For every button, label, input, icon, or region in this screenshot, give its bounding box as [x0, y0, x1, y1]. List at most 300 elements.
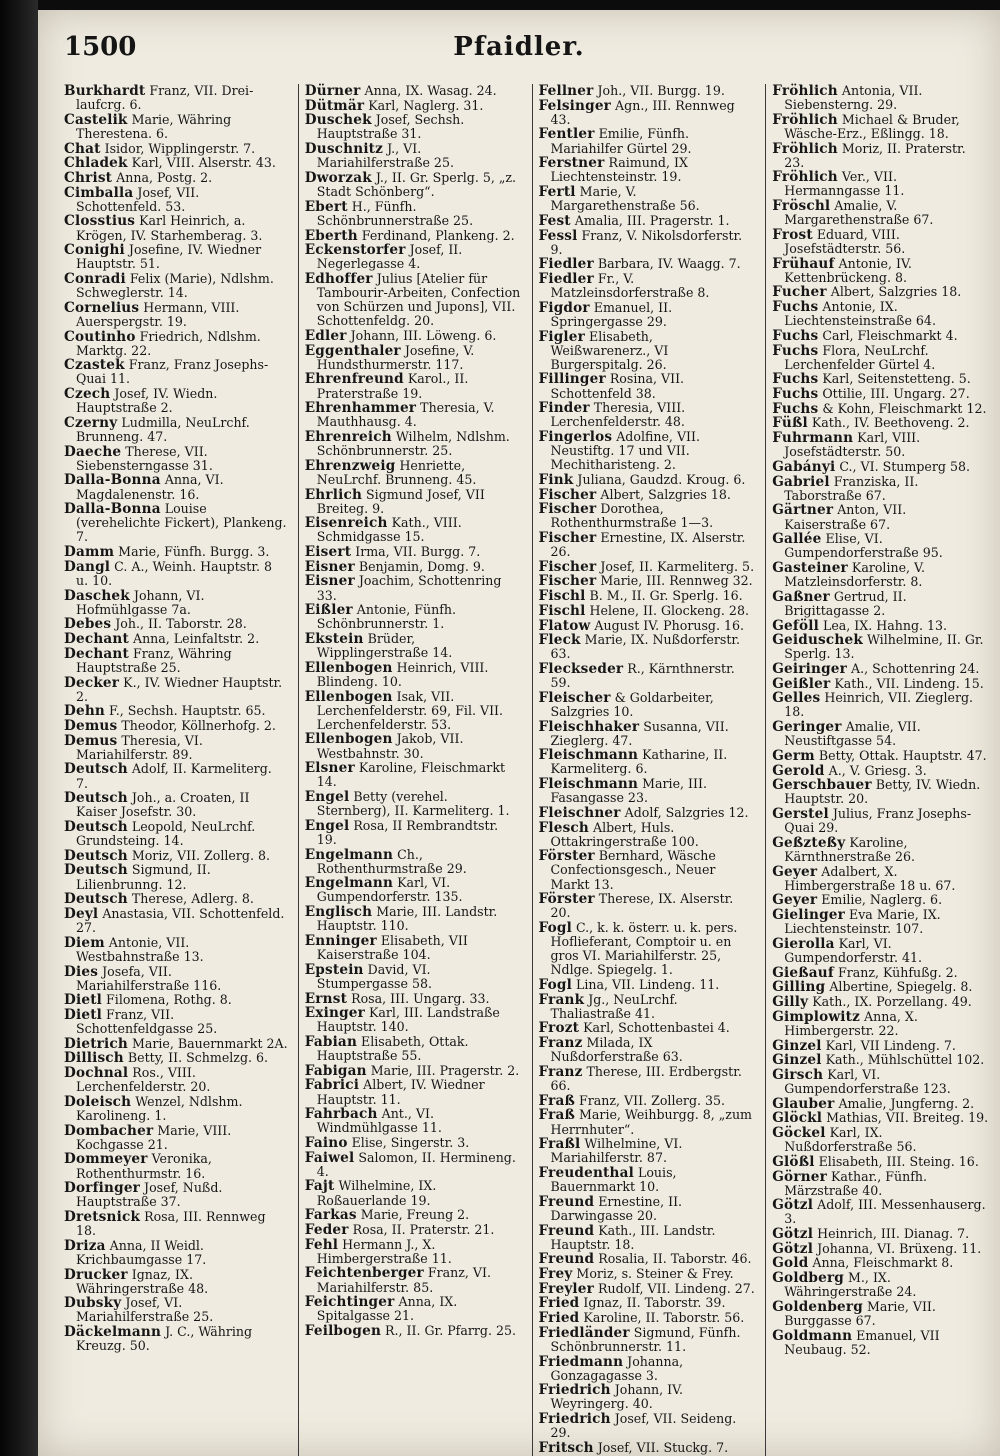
- entry-details: Josef, Sechsh. Hauptstraße 31.: [316, 112, 465, 142]
- entry-surname: Gabriel: [772, 473, 830, 490]
- directory-entry: [64, 1124, 288, 1152]
- directory-entry: [64, 1210, 288, 1238]
- entry-details: A., Schottenring 24.: [847, 661, 980, 676]
- directory-entry: [64, 445, 288, 473]
- entry-surname: Goldmann: [772, 1327, 853, 1344]
- entry-details: Amalie, V. Margarethenstraße 67.: [784, 198, 934, 228]
- entry-details: Agn., III. Rennweg 43.: [550, 97, 735, 127]
- entry-surname: Geißler: [772, 675, 831, 692]
- entry-details: Karl, VIII. Josefstädterstr. 50.: [784, 430, 921, 460]
- directory-entry: [305, 992, 522, 1006]
- entry-details: Moriz, II. Praterstr. 23.: [784, 140, 966, 170]
- entry-surname: Dombacher: [64, 1122, 154, 1139]
- entry-surname: Gerstel: [772, 806, 829, 823]
- entry-details: J. C., Währing Kreuzg. 50.: [76, 1324, 253, 1354]
- entry-surname: Girsch: [772, 1066, 824, 1083]
- entry-surname: Glößl: [772, 1153, 815, 1170]
- entry-surname: Frey: [538, 1266, 573, 1282]
- entry-surname: Eggenthaler: [304, 342, 401, 359]
- directory-entry: [305, 560, 522, 574]
- directory-entry: [772, 1300, 989, 1328]
- entry-surname: Enninger: [304, 932, 377, 949]
- directory-entry: [305, 632, 522, 660]
- entry-surname: Ekstein: [304, 631, 364, 648]
- entry-details: Sigmund, Fünfh. Schönbrunnerstr. 11.: [550, 1324, 741, 1354]
- entry-surname: Glauber: [772, 1095, 835, 1112]
- directory-entry: [64, 849, 288, 863]
- entry-details: Joh., a. Croaten, II Kaiser Josefstr. 30.: [76, 790, 250, 820]
- directory-entry: [539, 560, 756, 574]
- entry-surname: Fertl: [538, 184, 576, 201]
- entry-surname: Castelik: [64, 111, 128, 128]
- entry-surname: Fillinger: [538, 371, 606, 388]
- entry-surname: Fröhlich: [772, 169, 838, 186]
- entry-details: Elisabeth, VII Kaiserstraße 104.: [316, 932, 468, 963]
- directory-entry: [772, 807, 989, 835]
- entry-surname: Fuchs: [772, 327, 819, 344]
- directory-entry: [772, 865, 989, 893]
- entry-details: Rosalia, II. Taborstr. 46.: [594, 1251, 752, 1267]
- entry-surname: Fröhlich: [772, 140, 838, 157]
- entry-details: Josef, VII. Seideng. 29.: [550, 1411, 737, 1441]
- entry-surname: Ginzel: [772, 1052, 822, 1069]
- directory-entry: [305, 99, 522, 113]
- entry-surname: Gelles: [772, 690, 821, 707]
- entry-details: & Kohn, Fleischmarkt 12.: [818, 400, 987, 416]
- entry-surname: Czech: [64, 386, 111, 403]
- directory-entry: [772, 142, 989, 170]
- entry-details: Josef, II. Negerlegasse 4.: [316, 242, 463, 272]
- directory-entry: [772, 1053, 989, 1067]
- entry-details: Karl, III. Landstraße Hauptstr. 140.: [316, 1005, 500, 1035]
- entry-surname: Czastek: [64, 357, 125, 374]
- entry-details: Amalie, VII. Neustiftgasse 54.: [784, 719, 921, 749]
- entry-details: Johanna, Gonzagagasse 3.: [550, 1353, 684, 1383]
- entry-surname: Fröschl: [772, 198, 831, 215]
- entry-surname: Ehrenzweig: [304, 457, 396, 474]
- entry-surname: Dietrich: [64, 1035, 128, 1052]
- directory-entry: [772, 1242, 989, 1256]
- entry-details: Henriette, NeuLrchf. Brunneng. 45.: [316, 457, 477, 487]
- entry-details: Josef, VII. Stuckg. 7.: [593, 1439, 729, 1455]
- directory-entry: [539, 430, 756, 472]
- entry-details: Marie, Währing Therestena. 6.: [76, 111, 232, 141]
- entry-surname: Geyer: [772, 863, 818, 880]
- entry-details: Karoline, Fleischmarkt 14.: [316, 760, 506, 790]
- entry-details: Franz, Währing Hauptstraße 25.: [76, 645, 232, 675]
- entry-surname: Dürner: [304, 83, 361, 99]
- directory-entry: [539, 272, 756, 300]
- entry-details: Lea, IX. Hahng. 13.: [818, 617, 948, 633]
- entry-surname: Ehrlich: [304, 486, 363, 503]
- directory-entry: [305, 329, 522, 343]
- entry-surname: Franz: [538, 1063, 583, 1080]
- entry-details: Albert, IV. Wiedner Hauptstr. 11.: [316, 1077, 485, 1107]
- entry-surname: Freund: [538, 1251, 595, 1268]
- directory-entry: [64, 301, 288, 329]
- entry-surname: Ferstner: [538, 155, 605, 172]
- entry-surname: Germ: [772, 747, 815, 764]
- directory-entry: [64, 863, 288, 891]
- directory-entry: [772, 1198, 989, 1226]
- directory-entry: [64, 560, 288, 588]
- entry-details: Moriz, s. Steiner & Frey.: [572, 1266, 734, 1281]
- entry-surname: Fleckseder: [538, 661, 624, 677]
- entry-surname: Felsinger: [538, 97, 612, 114]
- entry-surname: Deyl: [64, 905, 99, 922]
- entry-details: David, VI. Stumpergasse 58.: [316, 961, 433, 991]
- entry-surname: Frost: [772, 226, 813, 243]
- directory-entry: [64, 589, 288, 617]
- entry-surname: Geßzteßy: [772, 834, 846, 851]
- entry-details: Amalia, III. Pragerstr. 1.: [570, 212, 730, 228]
- directory-entry: [64, 907, 288, 935]
- entry-surname: Fleischner: [538, 804, 621, 821]
- entry-surname: Fischer: [538, 486, 597, 503]
- entry-surname: Götzl: [772, 1197, 814, 1214]
- entry-surname: Dechant: [64, 645, 129, 662]
- entry-details: Michael & Bruder, Wäsche-Erz., Eßlingg. 18.: [784, 111, 960, 141]
- entry-details: Wenzel, Ndlshm. Karolineng. 1.: [76, 1093, 243, 1123]
- directory-entry: [64, 272, 288, 300]
- directory-entry: [305, 1324, 522, 1338]
- entry-surname: Fraß: [538, 1107, 576, 1124]
- directory-entry: [539, 1195, 756, 1223]
- entry-surname: Feder: [304, 1221, 349, 1238]
- entry-details: Antonie, VII. Westbahnstraße 13.: [76, 934, 204, 964]
- entry-details: Eva Marie, IX. Liechtensteinstr. 107.: [784, 907, 941, 937]
- entry-surname: Frank: [538, 991, 585, 1008]
- directory-entry: [305, 113, 522, 141]
- entry-details: Therese, VII. Siebensterngasse 31.: [76, 443, 213, 473]
- entry-details: Karl, IX. Nußdorferstraße 56.: [784, 1125, 917, 1155]
- entry-surname: Engel: [304, 817, 350, 834]
- entry-surname: Duschnitz: [304, 141, 384, 158]
- entry-details: B. M., II. Gr. Sperlg. 16.: [585, 588, 743, 604]
- entry-details: Elise, Singerstr. 3.: [347, 1135, 470, 1150]
- entry-details: Marie, Freung 2.: [356, 1207, 470, 1223]
- directory-entry: [64, 171, 288, 185]
- entry-details: Ferdinand, Plankeng. 2.: [357, 227, 515, 243]
- entry-details: Mathias, VII. Breiteg. 19.: [822, 1110, 989, 1126]
- entry-details: Ros., VIII. Lerchenfelderstr. 20.: [76, 1065, 211, 1095]
- entry-surname: Farkas: [304, 1207, 357, 1224]
- entry-details: Rosa, III. Rennweg 18.: [76, 1209, 266, 1239]
- page-header: [38, 32, 1000, 76]
- entry-surname: Ebert: [304, 198, 348, 215]
- directory-entry: [305, 488, 522, 516]
- entry-details: Elise, VI. Gumpendorferstraße 95.: [784, 531, 943, 561]
- directory-entry: [305, 690, 522, 732]
- directory-entry: [64, 1296, 288, 1324]
- entry-surname: Feichtinger: [304, 1294, 395, 1311]
- directory-entry: [305, 848, 522, 876]
- directory-entry: [305, 819, 522, 847]
- entry-surname: Gallée: [772, 531, 822, 548]
- entry-surname: Gold: [772, 1255, 809, 1272]
- directory-entry: [64, 84, 288, 112]
- entry-surname: Fuchs: [772, 371, 819, 388]
- entry-details: C., k. k. österr. u. k. pers. Hoflieferant, Comptoir u. en gros VI. Mariahilferstr. 25, Ndlge. Spiegelg. 1.: [550, 920, 738, 978]
- directory-entry: [772, 113, 989, 141]
- directory-columns: [64, 83, 989, 1456]
- directory-entry: [64, 243, 288, 271]
- entry-details: Karl, Naglerg. 31.: [364, 97, 484, 113]
- entry-details: Jg., NeuLrchf. Thaliastraße 41.: [550, 991, 678, 1021]
- directory-entry: [539, 502, 756, 530]
- entry-details: Emilie, Naglerg. 6.: [817, 892, 943, 908]
- entry-surname: Fink: [538, 471, 574, 488]
- page-number: 1500: [64, 32, 137, 62]
- directory-entry: [539, 372, 756, 400]
- entry-surname: Fest: [538, 212, 571, 229]
- directory-entry: [539, 777, 756, 805]
- entry-details: F., Sechsh. Hauptstr. 65.: [105, 703, 266, 719]
- directory-entry: [772, 285, 989, 299]
- entry-surname: Füßl: [772, 415, 808, 432]
- directory-entry: [539, 473, 756, 487]
- directory-entry: [772, 749, 989, 763]
- entry-details: Brüder, Wipplingerstraße 14.: [316, 631, 453, 661]
- entry-surname: Gerold: [772, 762, 825, 779]
- directory-entry: [539, 401, 756, 429]
- entry-surname: Eberth: [304, 227, 358, 244]
- entry-details: Anna, Leinfaltstr. 2.: [128, 631, 260, 647]
- entry-details: Albert, Salzgries 18.: [596, 486, 731, 502]
- directory-entry: [772, 416, 989, 430]
- directory-entry: [772, 662, 989, 676]
- entry-surname: Fleischmann: [538, 776, 639, 793]
- entry-surname: Ellenbogen: [304, 659, 393, 676]
- entry-surname: Engelmann: [304, 875, 394, 892]
- entry-details: Isak, VII. Lerchenfelderstr. 69, Fil. VII. Lerchenfelderstr. 53.: [316, 688, 504, 732]
- entry-surname: Dehn: [64, 703, 106, 720]
- entry-surname: Dütmär: [304, 97, 365, 114]
- entry-details: Josefine, V. Hundsthurmerstr. 117.: [316, 342, 475, 372]
- directory-entry: [539, 619, 756, 633]
- entry-surname: Eißler: [304, 602, 353, 619]
- entry-surname: Coutinho: [64, 328, 136, 345]
- entry-details: Karoline, V. Matzleinsdorferstr. 8.: [784, 559, 925, 590]
- entry-surname: Fabrici: [304, 1077, 360, 1094]
- entry-surname: Gimplowitz: [772, 1008, 861, 1025]
- entry-surname: Fleischmann: [538, 747, 639, 764]
- entry-details: Marie, Fünfh. Burgg. 3.: [114, 544, 270, 560]
- entry-details: Ant., VI. Windmühlgasse 11.: [316, 1106, 442, 1136]
- entry-surname: Closstius: [64, 213, 136, 230]
- entry-details: Ver., VII. Hermanngasse 11.: [784, 169, 905, 199]
- directory-entry: [772, 1155, 989, 1169]
- entry-details: Katharine, II. Karmeliterg. 6.: [550, 747, 728, 777]
- entry-details: Karl, Seitenstetteng. 5.: [818, 371, 971, 387]
- entry-details: Karol., II. Praterstraße 19.: [316, 371, 469, 401]
- entry-surname: Elsner: [304, 760, 355, 777]
- directory-entry: [305, 229, 522, 243]
- directory-entry: [772, 908, 989, 936]
- entry-details: Eduard, VIII. Josefstädterstr. 56.: [784, 226, 906, 256]
- directory-entry: [539, 589, 756, 603]
- directory-entry: [539, 127, 756, 155]
- directory-entry: [305, 516, 522, 544]
- directory-entry: [64, 820, 288, 848]
- directory-entry: [539, 978, 756, 992]
- entry-surname: Engelmann: [304, 846, 394, 863]
- directory-entry: [305, 1107, 522, 1135]
- entry-surname: Exinger: [304, 1005, 365, 1022]
- entry-details: Julius, Franz Josephs-Quai 29.: [784, 806, 972, 836]
- directory-entry: [539, 1267, 756, 1281]
- entry-details: Friedrich, Ndlshm. Marktg. 22.: [76, 328, 261, 358]
- entry-surname: Drucker: [64, 1266, 128, 1283]
- directory-entry: [64, 704, 288, 718]
- directory-entry: [772, 1256, 989, 1270]
- entry-details: Anna, Fleischmarkt 8.: [808, 1255, 954, 1271]
- entry-surname: Demus: [64, 717, 118, 734]
- entry-details: Isidor, Wipplingerstr. 7.: [100, 140, 256, 156]
- entry-details: Susanna, VII. Zieglerg. 47.: [550, 718, 729, 748]
- entry-surname: Eckenstorfer: [304, 242, 406, 259]
- entry-details: Kathar., Fünfh. Märzstraße 40.: [784, 1168, 927, 1198]
- entry-surname: Fucher: [772, 284, 827, 301]
- entry-details: Joh., II. Taborstr. 28.: [111, 616, 247, 632]
- entry-surname: Deutsch: [64, 790, 128, 807]
- directory-entry: [305, 761, 522, 789]
- entry-details: Therese, IX. Alserstr. 20.: [550, 891, 734, 921]
- entry-surname: Fuchs: [772, 400, 819, 417]
- entry-surname: Franz: [538, 1035, 583, 1052]
- directory-entry: [772, 1271, 989, 1299]
- entry-surname: Dietl: [64, 1006, 103, 1023]
- entry-surname: Gasteiner: [772, 559, 848, 576]
- directory-entry: [539, 1383, 756, 1411]
- directory-entry: [772, 387, 989, 401]
- directory-entry: [64, 1152, 288, 1180]
- directory-entry: [539, 330, 756, 372]
- entry-surname: Edler: [304, 327, 347, 344]
- entry-surname: Fröhlich: [772, 111, 838, 128]
- entry-details: & Goldarbeiter, Salzgries 10.: [550, 689, 714, 719]
- directory-entry: [305, 1179, 522, 1207]
- entry-surname: Fleischhaker: [538, 718, 640, 735]
- entry-surname: Gießauf: [772, 964, 834, 981]
- directory-entry: [64, 892, 288, 906]
- directory-entry: [772, 475, 989, 503]
- entry-details: Josefa, VII. Mariahilferstraße 116.: [76, 963, 222, 993]
- entry-details: Anastasia, VII. Schottenfeld. 27.: [76, 905, 285, 936]
- directory-entry: [772, 619, 989, 633]
- entry-details: Anna, II Weidl. Krichbaumgasse 17.: [76, 1237, 207, 1267]
- directory-entry: [305, 574, 522, 602]
- entry-details: Kath., VIII. Schmidgasse 15.: [316, 515, 462, 545]
- entry-surname: Dechant: [64, 631, 129, 648]
- entry-details: Josef, VII. Schottenfeld. 53.: [76, 184, 200, 214]
- directory-entry: [305, 344, 522, 372]
- entry-surname: Eisert: [304, 544, 352, 561]
- entry-details: Helene, II. Glockeng. 28.: [585, 602, 749, 618]
- directory-entry: [772, 764, 989, 778]
- entry-details: R., II. Gr. Pfarrg. 25.: [381, 1322, 516, 1338]
- entry-details: Leopold, NeuLrchf. Grundsteing. 14.: [76, 819, 256, 849]
- directory-entry: [539, 1137, 756, 1165]
- entry-surname: Epstein: [304, 961, 364, 978]
- entry-details: Gertrud, II. Brigittagasse 2.: [784, 588, 907, 618]
- directory-entry: [64, 502, 288, 544]
- directory-entry: [539, 1355, 756, 1383]
- directory-entry: [64, 734, 288, 762]
- entry-details: Wilhelm, Ndlshm. Schönbrunnerstr. 25.: [316, 428, 510, 459]
- directory-entry: [772, 1111, 989, 1125]
- entry-details: Antonie, IV. Kettenbrückeng. 8.: [784, 255, 912, 285]
- directory-entry: [539, 1021, 756, 1035]
- entry-details: Franz, V. Nikolsdorferstr. 9.: [550, 227, 743, 257]
- directory-entry: [539, 488, 756, 502]
- directory-entry: [539, 1252, 756, 1266]
- entry-surname: Figdor: [538, 299, 590, 316]
- entry-details: J., VI. Mariahilferstraße 25.: [316, 141, 454, 171]
- directory-entry: [772, 995, 989, 1009]
- directory-entry: [772, 1097, 989, 1111]
- directory-entry: [772, 677, 989, 691]
- directory-entry: [539, 1326, 756, 1354]
- entry-surname: Dworzak: [304, 169, 372, 186]
- directory-entry: [772, 344, 989, 372]
- entry-details: Franz, VII. Drei-laufcrg. 6.: [76, 83, 254, 113]
- entry-details: Marie, Bauernmarkt 2A.: [127, 1035, 288, 1051]
- entry-surname: Cimballa: [64, 184, 134, 201]
- entry-surname: Dretsnick: [64, 1209, 141, 1226]
- entry-details: Barbara, IV. Waagg. 7.: [593, 256, 741, 272]
- entry-details: Anton, VII. Kaiserstraße 67.: [784, 502, 907, 532]
- entry-details: Adalbert, X. Himbergerstraße 18 u. 67.: [784, 863, 956, 893]
- entry-details: Filomena, Rothg. 8.: [102, 992, 232, 1008]
- entry-details: Karl, VI. Gumpendorferstr. 135.: [316, 875, 463, 905]
- entry-details: Josefine, IV. Wiedner Hauptstr. 51.: [76, 242, 262, 272]
- entry-surname: Görner: [772, 1168, 827, 1185]
- directory-entry: [64, 156, 288, 170]
- entry-details: Ignaz, II. Taborstr. 39.: [579, 1295, 726, 1311]
- entry-details: Amalie, Jungferng. 2.: [834, 1095, 975, 1111]
- directory-entry: [305, 1035, 522, 1063]
- directory-entry: [539, 1441, 756, 1455]
- directory-entry: [64, 113, 288, 141]
- entry-details: Rosina, VII. Schottenfeld 38.: [550, 371, 685, 401]
- entry-surname: Fellner: [538, 83, 594, 99]
- directory-entry: [539, 1094, 756, 1108]
- directory-entry: [539, 720, 756, 748]
- directory-entry: [64, 965, 288, 993]
- entry-surname: Christ: [64, 169, 113, 186]
- entry-details: Moriz, VII. Zollerg. 8.: [127, 847, 270, 863]
- entry-surname: Fogl: [538, 920, 572, 937]
- entry-surname: Dietl: [64, 992, 103, 1009]
- entry-details: Kath., Mühlschüttel 102.: [821, 1052, 985, 1068]
- entry-surname: Fischer: [538, 501, 597, 518]
- entry-surname: Geiduschek: [772, 632, 863, 649]
- directory-entry: [772, 1068, 989, 1096]
- directory-entry: [539, 691, 756, 719]
- entry-details: Joachim, Schottenring 33.: [316, 573, 502, 603]
- entry-details: Franz, Kühfußg. 2.: [833, 964, 958, 980]
- entry-surname: Freund: [538, 1193, 595, 1210]
- column-2: [298, 84, 522, 1456]
- entry-surname: Förster: [538, 848, 595, 865]
- entry-details: Anna, VI. Magdalenenstr. 16.: [76, 472, 224, 502]
- entry-surname: Fiedler: [538, 270, 594, 287]
- entry-surname: Gierolla: [772, 935, 835, 952]
- directory-entry: [64, 387, 288, 415]
- entry-details: Marie, III. Rennweg 32.: [596, 573, 753, 589]
- entry-surname: Diem: [64, 934, 105, 951]
